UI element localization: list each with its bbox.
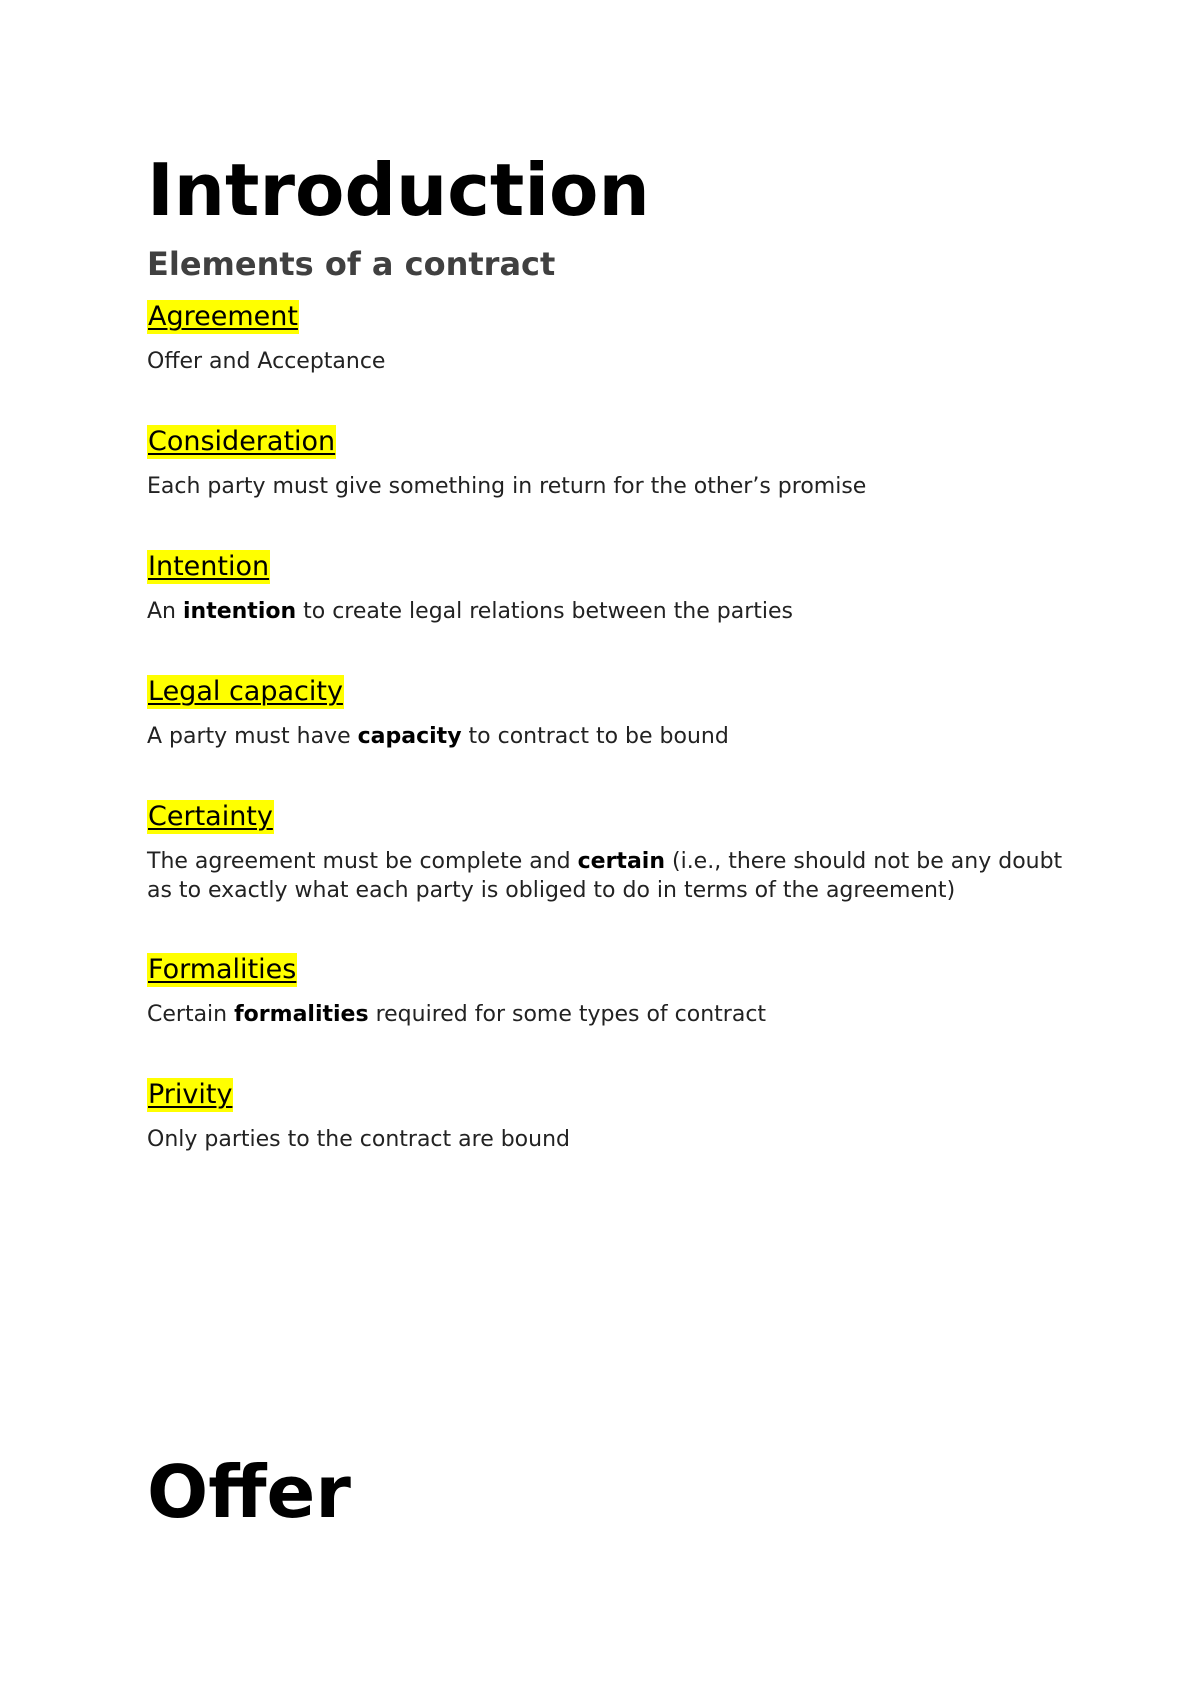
page-title: Introduction — [147, 148, 650, 232]
element-description — [147, 597, 1067, 626]
text-run: A party must have — [147, 724, 358, 749]
text-run: Each party must give something in return for the other’s promise — [147, 474, 867, 499]
element-agreement — [147, 300, 1067, 376]
text-run: Offer and Acceptance — [147, 349, 386, 374]
element-description — [147, 847, 1067, 905]
element-formalities — [147, 953, 1067, 1029]
element-heading: Certainty — [148, 801, 273, 832]
emphasized-term: formalities — [234, 1002, 369, 1027]
text-run: to contract to be bound — [461, 724, 729, 749]
element-description — [147, 347, 1067, 376]
element-heading: Legal capacity — [148, 676, 343, 707]
element-certainty — [147, 800, 1067, 905]
emphasized-term: capacity — [357, 724, 462, 749]
section-subtitle: Elements of a contract — [147, 245, 556, 283]
element-description — [147, 1000, 1067, 1029]
element-description — [147, 722, 1067, 751]
emphasized-term: certain — [577, 849, 665, 874]
text-run: Certain — [147, 1002, 235, 1027]
element-heading: Intention — [148, 551, 270, 582]
element-heading: Agreement — [148, 301, 298, 332]
element-heading: Consideration — [148, 426, 336, 457]
text-run: Only parties to the contract are bound — [147, 1127, 570, 1152]
emphasized-term: intention — [183, 599, 297, 624]
text-run: required for some types of contract — [368, 1002, 767, 1027]
element-description — [147, 472, 1067, 501]
text-run: The agreement must be complete and — [147, 849, 578, 874]
element-description — [147, 1125, 1067, 1154]
text-run: (i.e., there should not be any doubt as to exactly what each party is obliged to do in terms of the agreement) — [147, 849, 1063, 903]
element-privity — [147, 1078, 1067, 1154]
element-heading: Privity — [148, 1079, 233, 1110]
text-run: to create legal relations between the parties — [296, 599, 793, 624]
text-run: An — [147, 599, 183, 624]
element-legal-capacity — [147, 675, 1067, 751]
next-section-title: Offer — [147, 1450, 351, 1534]
element-heading: Formalities — [148, 954, 297, 985]
element-intention — [147, 550, 1067, 626]
element-consideration — [147, 425, 1067, 501]
